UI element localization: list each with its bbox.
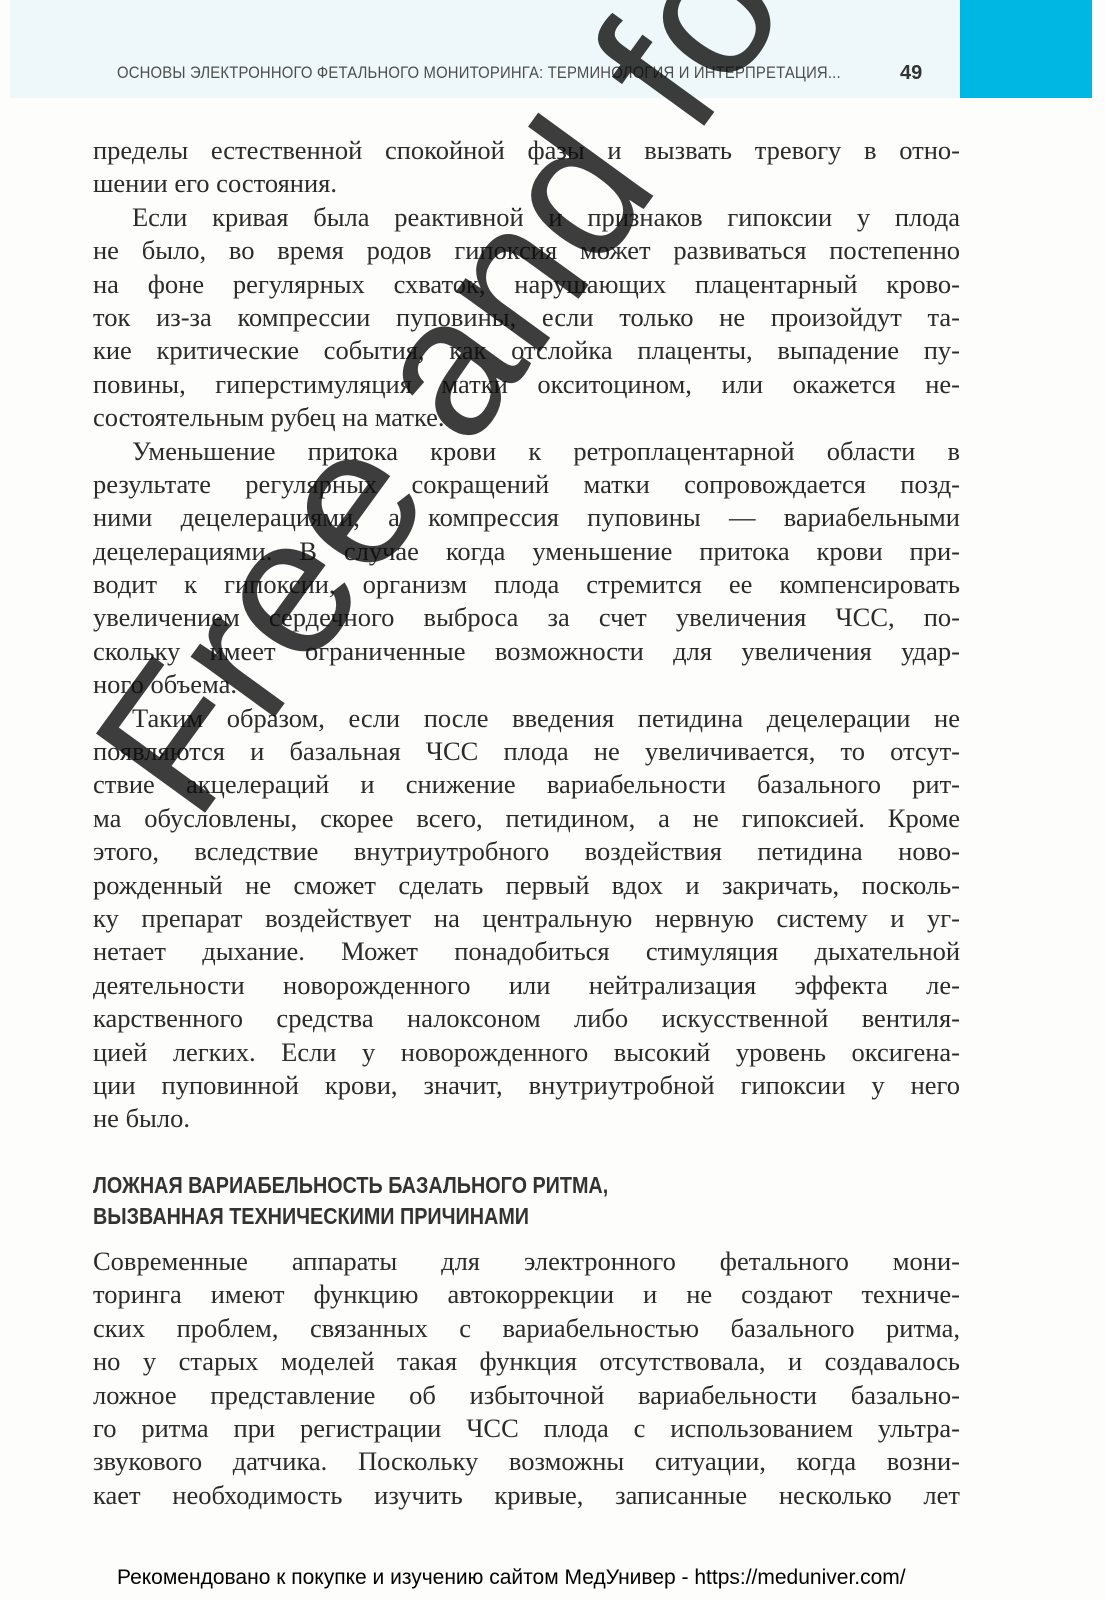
text-line: результате регулярных сокращений матки сопровождается позд- — [93, 468, 960, 499]
text-line: Если кривая была реактивной и признаков гипоксии у плода — [132, 201, 960, 232]
text-line: деятельности новорожденного или нейтрализация эффекта ле- — [93, 969, 960, 1000]
page-number: 49 — [900, 62, 923, 84]
text-line: но у старых моделей такая функция отсутствовала, и создавалось — [93, 1346, 960, 1377]
text-line: ними децелерациями, а компрессия пуповины — вариабельными — [93, 502, 960, 533]
text-line: пределы естественной спокойной фазы и вызвать тревогу в отно- — [93, 135, 960, 165]
text-line: на фоне регулярных схваток, нарушающих плацентарный крово- — [93, 268, 960, 299]
text-line: появляются и базальная ЧСС плода не увеличивается, то отсут- — [93, 736, 960, 767]
text-line: Современные аппараты для электронного фетального мони- — [93, 1246, 960, 1276]
text-line: состоятельным рубец на матке. — [93, 402, 445, 433]
section-heading — [93, 1170, 960, 1232]
text-line: ствие акцелераций и снижение вариабельности базального рит- — [93, 769, 960, 800]
text-line: звукового датчика. Поскольку возможны ситуации, когда возни- — [93, 1446, 960, 1477]
text-line: ложное представление об избыточной вариабельности базально- — [93, 1379, 960, 1410]
text-line: ку препарат воздействует на центральную нервную систему и уг- — [93, 902, 960, 933]
text-line: Уменьшение притока крови к ретроплацентарной области в — [132, 435, 960, 466]
text-line: торинга имеют функцию автокоррекции и не создают техниче- — [93, 1279, 960, 1310]
text-line: ских проблем, связанных с вариабельностью базального ритма, — [93, 1312, 960, 1343]
text-line: шении его состояния. — [93, 168, 337, 199]
text-line: карственного средства налоксоном либо искусственной вентиля- — [93, 1003, 960, 1034]
running-head: ОСНОВЫ ЭЛЕКТРОННОГО ФЕТАЛЬНОГО МОНИТОРИНГА: ТЕРМИНОЛОГИЯ И ИНТЕРПРЕТАЦИЯ... — [117, 64, 841, 82]
text-line: кает необходимость изучить кривые, записанные несколько лет — [93, 1479, 960, 1510]
text-line: этого, вследствие внутриутробного воздействия петидина ново- — [93, 836, 960, 867]
text-line: кие критические события, как отслойка плаценты, выпадение пу- — [93, 335, 960, 366]
footer-link-text[interactable]: Рекомендовано к покупке и изучению сайтом МедУнивер - https://meduniver.com/ — [117, 1566, 906, 1589]
text-line: нетает дыхание. Может понадобиться стимуляция дыхательной — [93, 936, 960, 967]
text-line: водит к гипоксии, организм плода стремится ее компенсировать — [93, 569, 960, 600]
text-line: ма обусловлены, скорее всего, петидином, а не гипоксией. Кроме — [93, 802, 960, 833]
text-line: ного объема. — [93, 669, 238, 700]
text-line: не было, во время родов гипоксия может развиваться постепенно — [93, 235, 960, 266]
text-line: рожденный не сможет сделать первый вдох и закричать, посколь- — [93, 869, 960, 900]
text-line: децелерациями. В случае когда уменьшение притока крови при- — [93, 535, 960, 566]
text-line: цией легких. Если у новорожденного высокий уровень оксигена- — [93, 1036, 960, 1067]
section-heading-line: ВЫЗВАННАЯ ТЕХНИЧЕСКИМИ ПРИЧИНАМИ — [93, 1203, 530, 1229]
text-line: го ритма при регистрации ЧСС плода с использованием ультра- — [93, 1412, 960, 1443]
section-heading-line: ЛОЖНАЯ ВАРИАБЕЛЬНОСТЬ БАЗАЛЬНОГО РИТМА, — [93, 1172, 609, 1198]
text-line: Таким образом, если после введения петидина децелерации не — [132, 702, 960, 733]
text-line: не было. — [93, 1103, 190, 1134]
text-line: ток из-за компрессии пуповины, если только не произойдут та- — [93, 301, 960, 332]
header-color-tab — [960, 0, 1092, 98]
text-line: повины, гиперстимуляция матки окситоцином, или окажется не- — [93, 368, 960, 399]
text-line: ции пуповинной крови, значит, внутриутробной гипоксии у него — [93, 1069, 960, 1100]
section-body-text — [93, 1245, 960, 1512]
text-line: скольку имеет ограниченные возможности для увеличения удар- — [93, 635, 960, 666]
text-line: увеличением сердечного выброса за счет увеличения ЧСС, по- — [93, 602, 960, 633]
